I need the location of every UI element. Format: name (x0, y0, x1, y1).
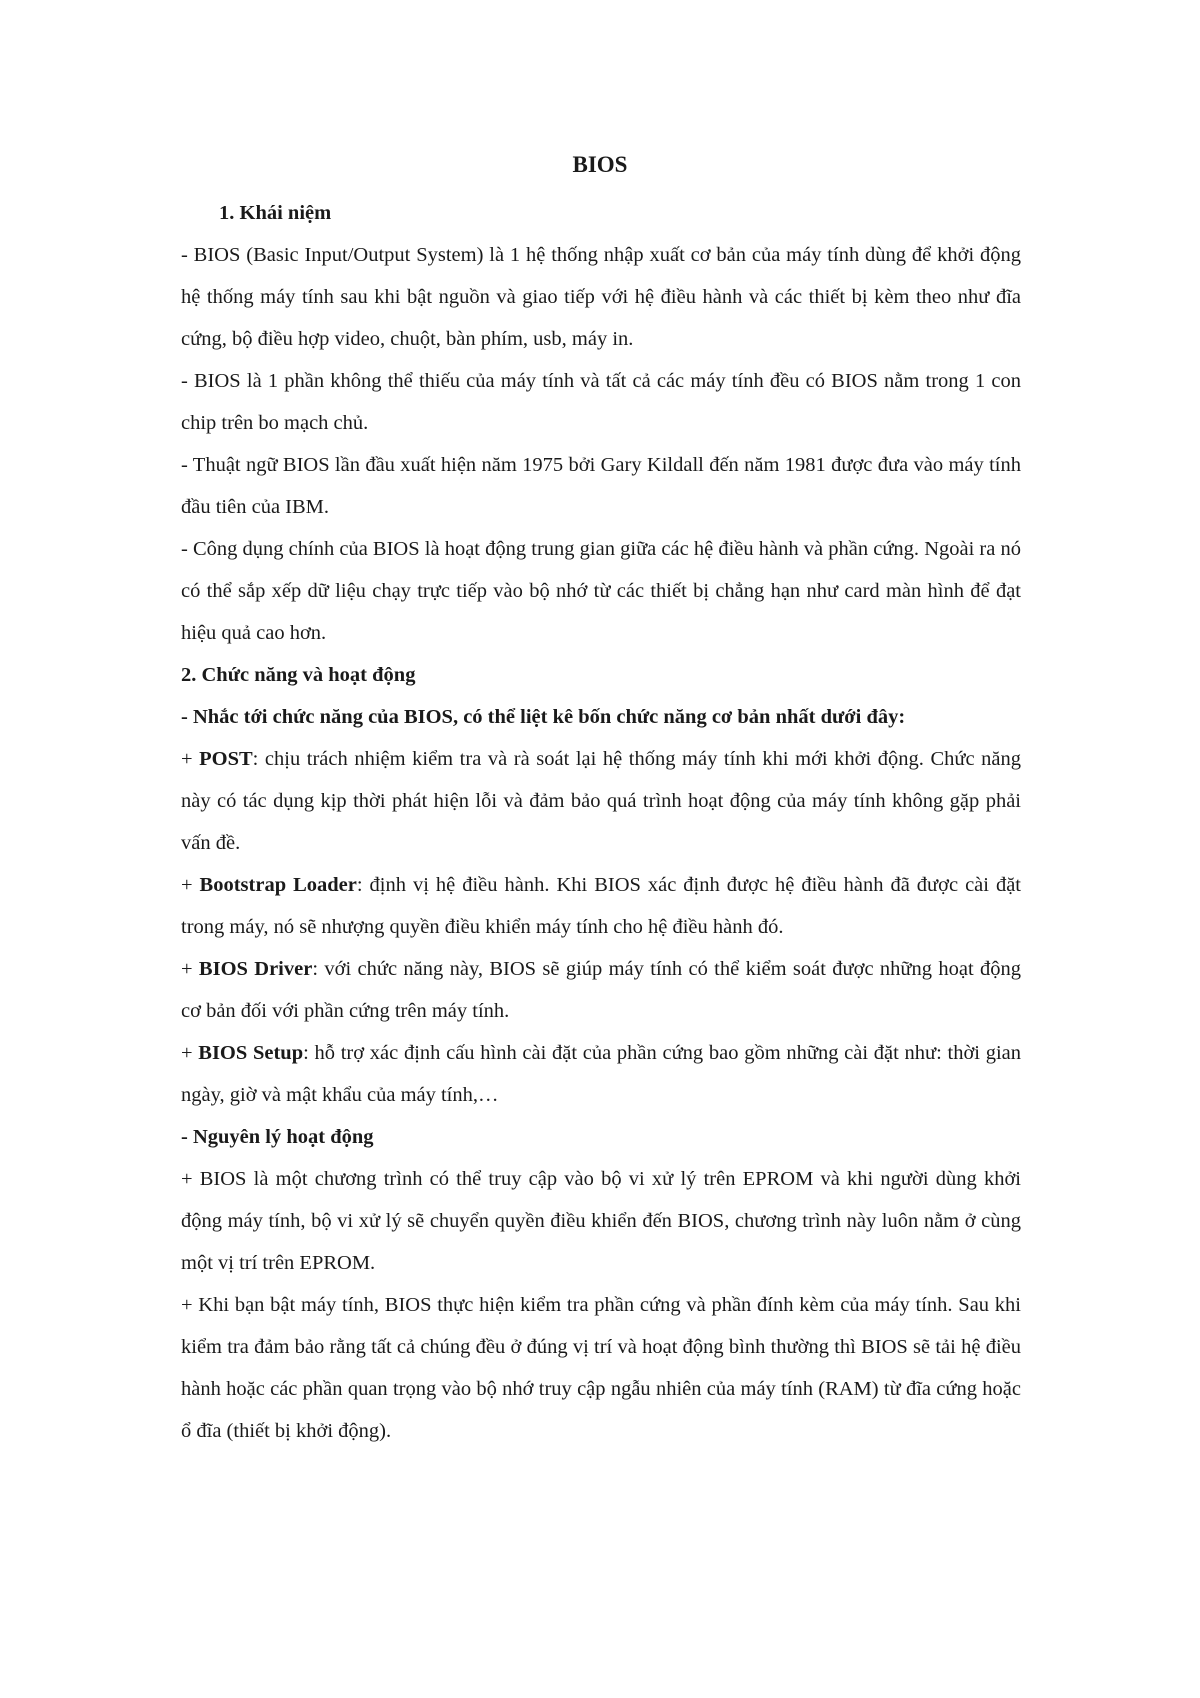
paragraph: - BIOS (Basic Input/Output System) là 1 hệ thống nhập xuất cơ bản của máy tính dùng để khởi động hệ thống máy tính sau khi bật nguồn và giao tiếp với hệ điều hành và các thiết bị kèm theo như đĩa cứng, bộ điều hợp video, chuột, bàn phím, usb, máy in. (181, 244, 1021, 350)
document-body (181, 192, 1021, 1452)
paragraph: - BIOS là 1 phần không thể thiếu của máy tính và tất cả các máy tính đều có BIOS nằm trong 1 con chip trên bo mạch chủ. (181, 370, 1021, 434)
bullet-prefix: + (181, 958, 199, 980)
section-heading-concept: 1. Khái niệm (219, 202, 332, 224)
paragraph: + Khi bạn bật máy tính, BIOS thực hiện kiểm tra phần cứng và phần đính kèm của máy tính. Sau khi kiểm tra đảm bảo rằng tất cả chúng đều ở đúng vị trí và hoạt động bình thường thì BIOS sẽ tải hệ điều hành hoặc các phần quan trọng vào bộ nhớ truy cập ngẫu nhiên của máy tính (RAM) từ đĩa cứng hoặc ổ đĩa (thiết bị khởi động). (181, 1294, 1021, 1442)
bullet-prefix: + (181, 748, 200, 770)
paragraph: + BIOS là một chương trình có thể truy cập vào bộ vi xử lý trên EPROM và khi người dùng khởi động máy tính, bộ vi xử lý sẽ chuyển quyền điều khiển đến BIOS, chương trình này luôn nằm ở cùng một vị trí trên EPROM. (181, 1168, 1021, 1274)
function-text: : hỗ trợ xác định cấu hình cài đặt của phần cứng bao gồm những cài đặt như: thời gian ngày, giờ và mật khẩu của máy tính,… (181, 1042, 1022, 1106)
function-term: BIOS Setup (198, 1042, 304, 1064)
bullet-prefix: + (181, 1042, 199, 1064)
function-text: : với chức năng này, BIOS sẽ giúp máy tính có thể kiểm soát được những hoạt động cơ bản đối với phần cứng trên máy tính. (181, 958, 1022, 1022)
function-item-post (181, 738, 1021, 864)
function-item-bios-driver (181, 948, 1021, 1032)
function-term: Bootstrap Loader (199, 874, 357, 896)
paragraph: - Công dụng chính của BIOS là hoạt động trung gian giữa các hệ điều hành và phần cứng. Ngoài ra nó có thể sắp xếp dữ liệu chạy trực tiếp vào bộ nhớ từ các thiết bị chẳng hạn như card màn hình để đạt hiệu quả cao hơn. (181, 538, 1021, 644)
function-item-bootstrap-loader (181, 864, 1021, 948)
section-heading-functions: 2. Chức năng và hoạt động (181, 664, 416, 686)
paragraph: - Thuật ngữ BIOS lần đầu xuất hiện năm 1975 bởi Gary Kildall đến năm 1981 được đưa vào máy tính đầu tiên của IBM. (181, 454, 1021, 518)
function-text: : chịu trách nhiệm kiểm tra và rà soát lại hệ thống máy tính khi mới khởi động. Chức năng này có tác dụng kịp thời phát hiện lỗi và đảm bảo quá trình hoạt động của máy tính không gặp phải vấn đề. (181, 748, 1021, 854)
bullet-prefix: + (181, 874, 200, 896)
function-term: BIOS Driver (198, 958, 313, 980)
functions-intro: - Nhắc tới chức năng của BIOS, có thể liệt kê bốn chức năng cơ bản nhất dưới đây: (181, 706, 906, 728)
principle-heading: - Nguyên lý hoạt động (181, 1126, 374, 1148)
function-item-bios-setup (181, 1032, 1021, 1116)
function-text: : định vị hệ điều hành. Khi BIOS xác định được hệ điều hành đã được cài đặt trong máy, nó sẽ nhượng quyền điều khiển máy tính cho hệ điều hành đó. (181, 874, 1021, 938)
function-term: POST (199, 748, 253, 770)
page-title: BIOS (572, 152, 628, 177)
